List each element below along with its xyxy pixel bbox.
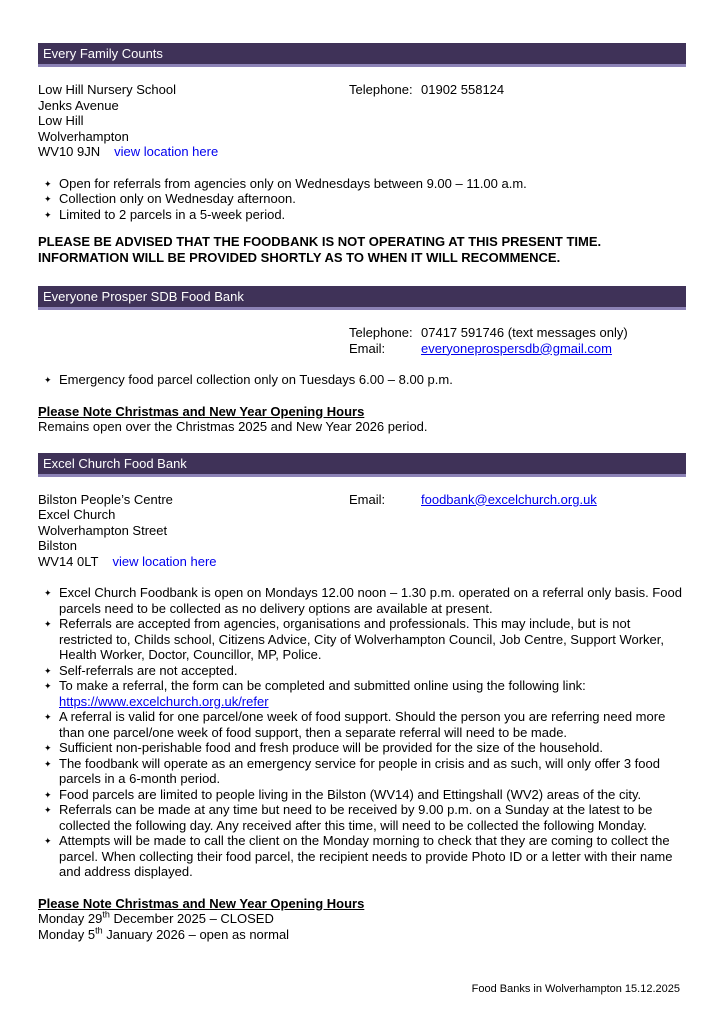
address-line: Low Hill xyxy=(38,113,84,128)
email-link[interactable]: everyoneprospersdb@gmail.com xyxy=(421,340,612,356)
section-title: Everyone Prosper SDB Food Bank xyxy=(43,289,244,304)
email-row xyxy=(349,341,686,357)
telephone-number: 07417 591746 (text messages only) xyxy=(421,325,628,340)
diamond-bullet-icon: ✦ xyxy=(44,619,52,629)
list-item xyxy=(38,740,686,756)
list-item xyxy=(38,372,686,388)
address-postcode-line xyxy=(38,554,349,570)
diamond-bullet-icon: ✦ xyxy=(44,758,52,769)
referral-link-line xyxy=(59,694,686,710)
eps-christmas-note xyxy=(38,404,686,435)
address-postcode-line xyxy=(38,144,349,160)
address-line: Low Hill Nursery School xyxy=(38,82,176,97)
efc-contact-block xyxy=(349,82,686,160)
section-header-every-family-counts xyxy=(38,43,686,67)
telephone-label: Telephone: xyxy=(349,82,413,97)
diamond-bullet-icon: ✦ xyxy=(44,588,52,598)
telephone-row xyxy=(349,82,686,98)
bullet-text: Referrals are accepted from agencies, organisations and professionals. This may include, but is not restricted to, Childs school, Citizens Advice, City of Wolverhampton Council, Job Centre, Support Worker, Health Worker, Doctor, Councillor, MP, Police. xyxy=(59,616,665,662)
eps-contact-block xyxy=(349,325,686,356)
list-item xyxy=(38,176,686,192)
section-header-everyone-prosper xyxy=(38,286,686,310)
page-footer: Food Banks in Wolverhampton 15.12.2025 xyxy=(471,983,680,995)
bullet-text: Food parcels are limited to people living in the Bilston (WV14) and Ettingshall (WV2) areas of the city. xyxy=(59,786,642,802)
list-item xyxy=(38,663,686,679)
view-location-link[interactable]: view location here xyxy=(112,553,217,569)
date-text: January 2026 – open as normal xyxy=(102,926,290,942)
eps-contact-row xyxy=(38,325,686,356)
ecf-christmas-note xyxy=(38,896,686,943)
date-text: Monday 29 xyxy=(38,911,103,926)
ordinal-suffix: th xyxy=(102,909,110,920)
view-location-link[interactable]: view location here xyxy=(114,144,219,159)
postcode: WV14 0LT xyxy=(38,553,99,569)
bullet-text: Sufficient non-perishable food and fresh produce will be provided for the size of the household. xyxy=(59,740,603,755)
note-line: Remains open over the Christmas 2025 and New Year 2026 period. xyxy=(38,419,428,434)
bullet-text: Attempts will be made to call the client on the Monday morning to check that they are coming to collect the parcel. When collecting their food parcel, the recipient needs to provide Photo ID or a letter with their name and address displayed. xyxy=(59,833,673,879)
telephone-row xyxy=(349,325,686,341)
list-item xyxy=(38,207,686,223)
section-title: Excel Church Food Bank xyxy=(43,455,187,471)
list-item xyxy=(38,787,686,803)
list-item xyxy=(38,678,686,709)
diamond-bullet-icon: ✦ xyxy=(44,178,52,189)
postcode: WV10 9JN xyxy=(38,144,101,159)
list-item xyxy=(38,833,686,880)
email-row xyxy=(349,492,686,508)
ecf-address-contact-row xyxy=(38,492,686,570)
diamond-bullet-icon: ✦ xyxy=(44,681,52,691)
eps-bullet-list xyxy=(38,372,686,388)
ecf-contact-block xyxy=(349,492,686,570)
bullet-text: Referrals can be made at any time but need to be received by 9.00 p.m. on a Sunday at the latest to be collected the following day. Any received after this time, will need to be collected the following Monday. xyxy=(59,802,653,833)
notice-line: PLEASE BE ADVISED THAT THE FOODBANK IS NOT OPERATING AT THIS PRESENT TIME. xyxy=(38,234,602,249)
list-item xyxy=(38,709,686,740)
diamond-bullet-icon: ✦ xyxy=(44,836,52,846)
bullet-text: Emergency food parcel collection only on Tuesdays 6.00 – 8.00 p.m. xyxy=(59,372,453,387)
bullet-text: Excel Church Foodbank is open on Mondays 12.00 noon – 1.30 p.m. operated on a referral only basis. Food parcels need to be collected as no delivery options are available at present. xyxy=(59,585,682,616)
diamond-bullet-icon: ✦ xyxy=(44,194,52,204)
efc-bullet-list xyxy=(38,176,686,223)
referral-form-link[interactable]: https://www.excelchurch.org.uk/refer xyxy=(59,693,269,709)
note-line-open xyxy=(38,927,686,943)
ecf-address-block xyxy=(38,492,349,570)
diamond-bullet-icon: ✦ xyxy=(44,789,52,800)
address-line: Bilston xyxy=(38,538,78,553)
email-label: Email: xyxy=(349,491,386,507)
date-text: December 2025 – CLOSED xyxy=(109,911,274,926)
section-title: Every Family Counts xyxy=(43,46,163,61)
address-line: Jenks Avenue xyxy=(38,97,119,113)
telephone-label: Telephone: xyxy=(349,325,413,340)
efc-not-operating-notice xyxy=(38,234,686,265)
email-link[interactable]: foodbank@excelchurch.org.uk xyxy=(421,491,597,507)
bullet-text: To make a referral, the form can be completed and submitted online using the following link: xyxy=(59,678,586,693)
efc-address-contact-row xyxy=(38,82,686,160)
diamond-bullet-icon: ✦ xyxy=(44,375,52,385)
notice-line: INFORMATION WILL BE PROVIDED SHORTLY AS TO WHEN IT WILL RECOMMENCE. xyxy=(38,249,561,265)
ecf-bullet-list xyxy=(38,585,686,880)
address-line: Excel Church xyxy=(38,507,116,522)
address-line: Bilston People’s Centre xyxy=(38,491,173,507)
list-item xyxy=(38,616,686,663)
note-title: Please Note Christmas and New Year Opening Hours xyxy=(38,403,365,419)
list-item xyxy=(38,756,686,787)
bullet-text: Limited to 2 parcels in a 5-week period. xyxy=(59,206,286,222)
email-label: Email: xyxy=(349,340,386,356)
list-item xyxy=(38,802,686,833)
address-line: Wolverhampton xyxy=(38,128,129,144)
ordinal-suffix: th xyxy=(95,925,103,936)
diamond-bullet-icon: ✦ xyxy=(44,805,52,815)
bullet-text: A referral is valid for one parcel/one week of food support. Should the person you are referring need more than one parcel/one week of food support, then a separate referral will need to be made. xyxy=(59,709,666,740)
diamond-bullet-icon: ✦ xyxy=(44,209,52,220)
diamond-bullet-icon: ✦ xyxy=(44,743,52,753)
list-item xyxy=(38,191,686,207)
diamond-bullet-icon: ✦ xyxy=(44,712,52,722)
date-text: Monday 5 xyxy=(38,926,96,942)
note-title: Please Note Christmas and New Year Opening Hours xyxy=(38,895,365,911)
bullet-text: Open for referrals from agencies only on Wednesdays between 9.00 – 11.00 a.m. xyxy=(59,175,527,191)
telephone-number: 01902 558124 xyxy=(421,82,505,97)
list-item xyxy=(38,585,686,616)
diamond-bullet-icon: ✦ xyxy=(44,665,52,676)
bullet-text: Collection only on Wednesday afternoon. xyxy=(59,191,296,206)
bullet-text: Self-referrals are not accepted. xyxy=(59,662,238,678)
efc-address-block xyxy=(38,82,349,160)
address-line: Wolverhampton Street xyxy=(38,522,168,538)
section-header-excel-church xyxy=(38,453,686,477)
note-line-closed xyxy=(38,911,686,927)
bullet-text: The foodbank will operate as an emergency service for people in crisis and as such, will only offer 3 food parcels in a 6-month period. xyxy=(59,755,660,786)
